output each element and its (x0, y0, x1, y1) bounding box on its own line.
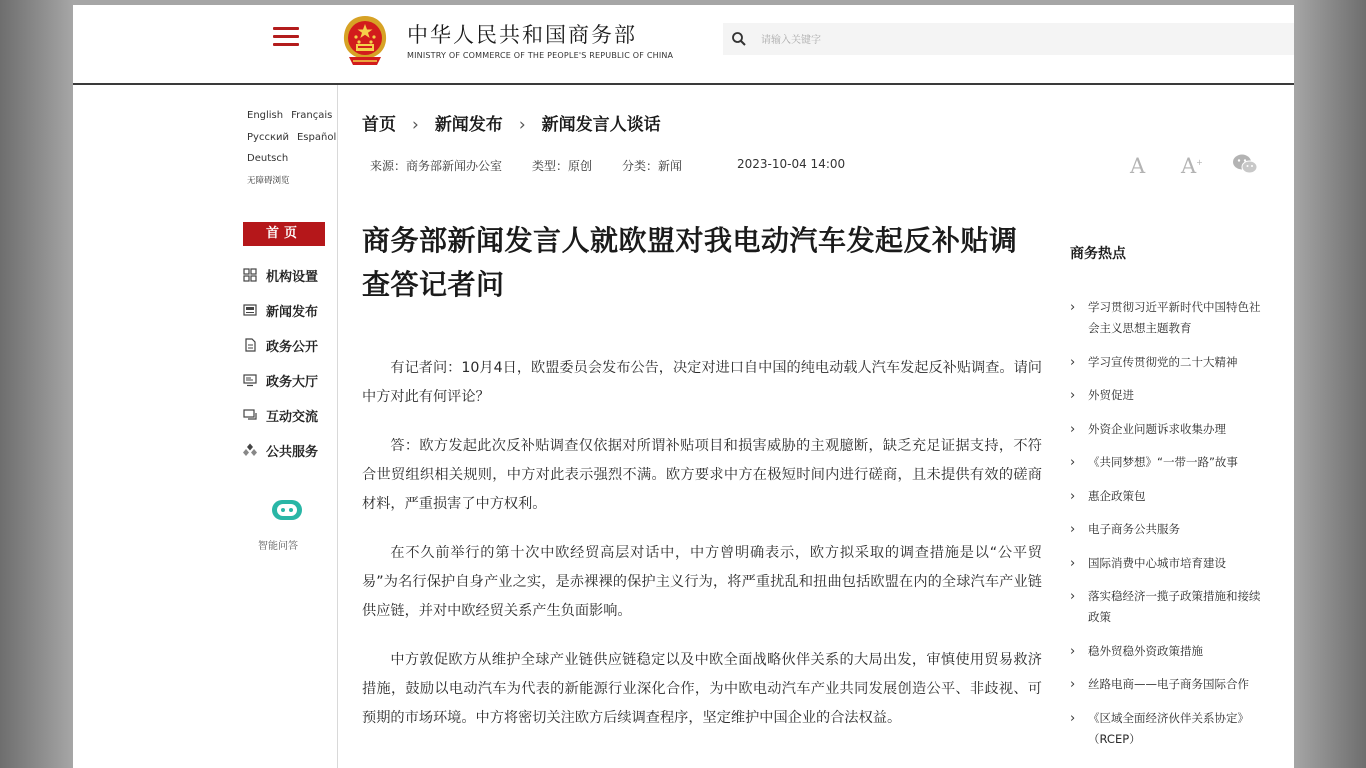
nav-item-public-service[interactable] (243, 439, 318, 461)
nav-item-label: 新闻发布 (266, 304, 319, 320)
article-paragraph: 答：欧方发起此次反补贴调查仅依据对所谓补贴项目和损害威胁的主观臆断，缺乏充足证据支持，不符合世贸组织相关规则，中方对此表示强烈不满。欧方要求中方在极短时间内进行磋商，且未提供有效的磋商材料，严重损害了中方权利。 (362, 438, 1042, 512)
hot-topic-label: 外资企业问题诉求收集办理 (1088, 421, 1226, 436)
hot-topic-link[interactable] (1070, 641, 1270, 662)
article-title: 商务部新闻发言人就欧盟对我电动汽车发起反补贴调查答记者问 (362, 224, 1018, 301)
search-input[interactable] (759, 29, 1063, 51)
meta-datetime: 2023-10-04 14:00 (737, 157, 846, 171)
hot-topic-label: 《区域全面经济伙伴关系协定》（RCEP） (1088, 710, 1249, 746)
chevron-right-icon: › (1070, 589, 1076, 604)
assistant-label[interactable]: 智能问答 (258, 541, 298, 552)
left-sidebar (73, 85, 337, 768)
hot-topic-label: 国际消费中心城市培育建设 (1088, 555, 1226, 570)
lang-english-link[interactable]: English (247, 110, 284, 121)
font-decrease-button[interactable]: A (1130, 154, 1146, 178)
search-icon[interactable] (731, 31, 747, 47)
hamburger-menu-icon[interactable] (273, 25, 301, 51)
chevron-right-icon: › (1070, 710, 1076, 726)
lang-german-link[interactable]: Deutsch (247, 153, 289, 164)
document-icon (243, 338, 257, 352)
hot-topic-link[interactable] (1070, 586, 1270, 628)
lang-french-link[interactable]: Français (291, 110, 333, 121)
breadcrumb-spokesman[interactable]: 新闻发言人谈话 (541, 115, 661, 135)
font-increase-label: A (1181, 154, 1197, 178)
meta-category: 分类：新闻 (622, 159, 683, 173)
chevron-right-icon: › (412, 115, 419, 135)
org-grid-icon (243, 268, 257, 282)
hot-topic-link[interactable] (1070, 352, 1270, 373)
ministry-name-cn: 中华人民共和国商务部 (407, 23, 637, 47)
hot-topic-link[interactable] (1070, 553, 1270, 574)
accessibility-link[interactable]: 无障碍浏览 (247, 175, 290, 186)
chevron-right-icon: › (1070, 388, 1076, 403)
chevron-right-icon: › (1070, 455, 1076, 470)
nav-item-gov-affairs[interactable] (243, 334, 318, 356)
nav-item-interaction[interactable] (243, 404, 318, 426)
hot-topic-link[interactable] (1070, 519, 1270, 540)
hot-topic-link[interactable] (1070, 385, 1270, 406)
hot-topic-link[interactable] (1070, 708, 1270, 750)
article-body (362, 354, 1042, 753)
language-links (247, 105, 344, 192)
hot-topic-label: 电子商务公共服务 (1088, 522, 1180, 536)
hot-topic-label: 《共同梦想》“一带一路”故事 (1088, 455, 1238, 469)
nav-item-service-hall[interactable] (243, 369, 318, 391)
hot-topic-label: 落实稳经济一揽子政策措施和接续政策 (1088, 589, 1261, 624)
lang-russian-link[interactable]: Русский (247, 131, 289, 143)
article-paragraph: 在不久前举行的第十次中欧经贸高层对话中，中方曾明确表示，欧方拟采取的调查措施是以“公平贸易”为名行保护自身产业之实，是赤裸裸的保护主义行为，将严重扰乱和扭曲包括欧盟在内的全球汽车产业链供应链，并对中欧经贸关系产生负面影响。 (362, 545, 1042, 619)
robot-assistant-icon[interactable] (269, 497, 305, 523)
chevron-right-icon: › (1070, 421, 1076, 437)
sidebar-divider (337, 85, 338, 768)
news-icon (243, 303, 257, 317)
hot-topics-title: 商务热点 (1070, 246, 1126, 262)
ministry-name-en: MINISTRY OF COMMERCE OF THE PEOPLE'S REPUBLIC OF CHINA (407, 51, 674, 60)
hot-topic-label: 稳外贸稳外资政策措施 (1088, 643, 1203, 658)
font-increase-button[interactable] (1181, 154, 1203, 178)
font-increase-mark: + (1196, 158, 1203, 167)
meta-source: 来源：商务部新闻办公室 (370, 159, 503, 173)
nav-item-label: 互动交流 (266, 409, 319, 425)
hot-topic-label: 丝路电商——电子商务国际合作 (1088, 677, 1249, 691)
nav-item-label: 机构设置 (266, 269, 319, 285)
breadcrumb-news[interactable]: 新闻发布 (434, 115, 503, 135)
hot-topic-link[interactable] (1070, 674, 1270, 695)
monitor-icon (243, 373, 257, 387)
breadcrumb-home[interactable]: 首页 (362, 115, 396, 135)
site-header (73, 5, 1294, 85)
service-icon (243, 443, 257, 457)
lang-spanish-link[interactable]: Español (296, 131, 337, 143)
article-paragraph: 有记者问：10月4日，欧盟委员会发布公告，决定对进口自中国的纯电动载人汽车发起反补贴调查。请问中方对此有何评论？ (362, 360, 1042, 405)
breadcrumb (362, 110, 661, 135)
hot-topic-link[interactable] (1070, 452, 1270, 473)
hot-topic-link[interactable] (1070, 419, 1270, 440)
search-bar (723, 23, 1294, 55)
chevron-right-icon: › (1070, 300, 1076, 315)
wechat-share-icon[interactable] (1232, 153, 1258, 175)
nav-item-label: 公共服务 (266, 444, 319, 460)
hot-topic-label: 学习宣传贯彻党的二十大精神 (1088, 354, 1238, 369)
chevron-right-icon: › (1070, 643, 1076, 659)
chevron-right-icon: › (1070, 677, 1076, 692)
meta-type: 类型：原创 (532, 159, 593, 173)
nav-home-button[interactable]: 首页 (243, 222, 325, 246)
nav-item-label: 政务公开 (266, 339, 319, 355)
article-page (73, 5, 1294, 768)
chevron-right-icon: › (518, 115, 526, 135)
hot-topics-list (1070, 297, 1270, 762)
nav-item-org[interactable] (243, 264, 318, 286)
chevron-right-icon: › (1070, 488, 1076, 504)
national-emblem-logo[interactable] (339, 13, 391, 69)
article-paragraph: 中方敦促欧方从维护全球产业链供应链稳定以及中欧全面战略伙伴关系的大局出发，审慎使用贸易救济措施，鼓励以电动汽车为代表的新能源行业深化合作，为中欧电动汽车产业共同发展创造公平、非歧视、可预期的市场环境。中方将密切关注欧方后续调查程序，坚定维护中国企业的合法权益。 (362, 652, 1042, 726)
chevron-right-icon: › (1070, 555, 1076, 571)
chevron-right-icon: › (1070, 354, 1076, 370)
hot-topic-link[interactable] (1070, 486, 1270, 507)
hot-topic-label: 外贸促进 (1088, 388, 1134, 402)
nav-item-label: 政务大厅 (266, 374, 319, 390)
hot-topic-label: 学习贯彻习近平新时代中国特色社会主义思想主题教育 (1088, 300, 1261, 335)
chevron-right-icon: › (1070, 522, 1076, 537)
chat-icon (243, 408, 257, 422)
nav-item-news[interactable] (243, 299, 318, 321)
hot-topic-label: 惠企政策包 (1088, 488, 1146, 503)
hot-topic-link[interactable] (1070, 297, 1270, 339)
